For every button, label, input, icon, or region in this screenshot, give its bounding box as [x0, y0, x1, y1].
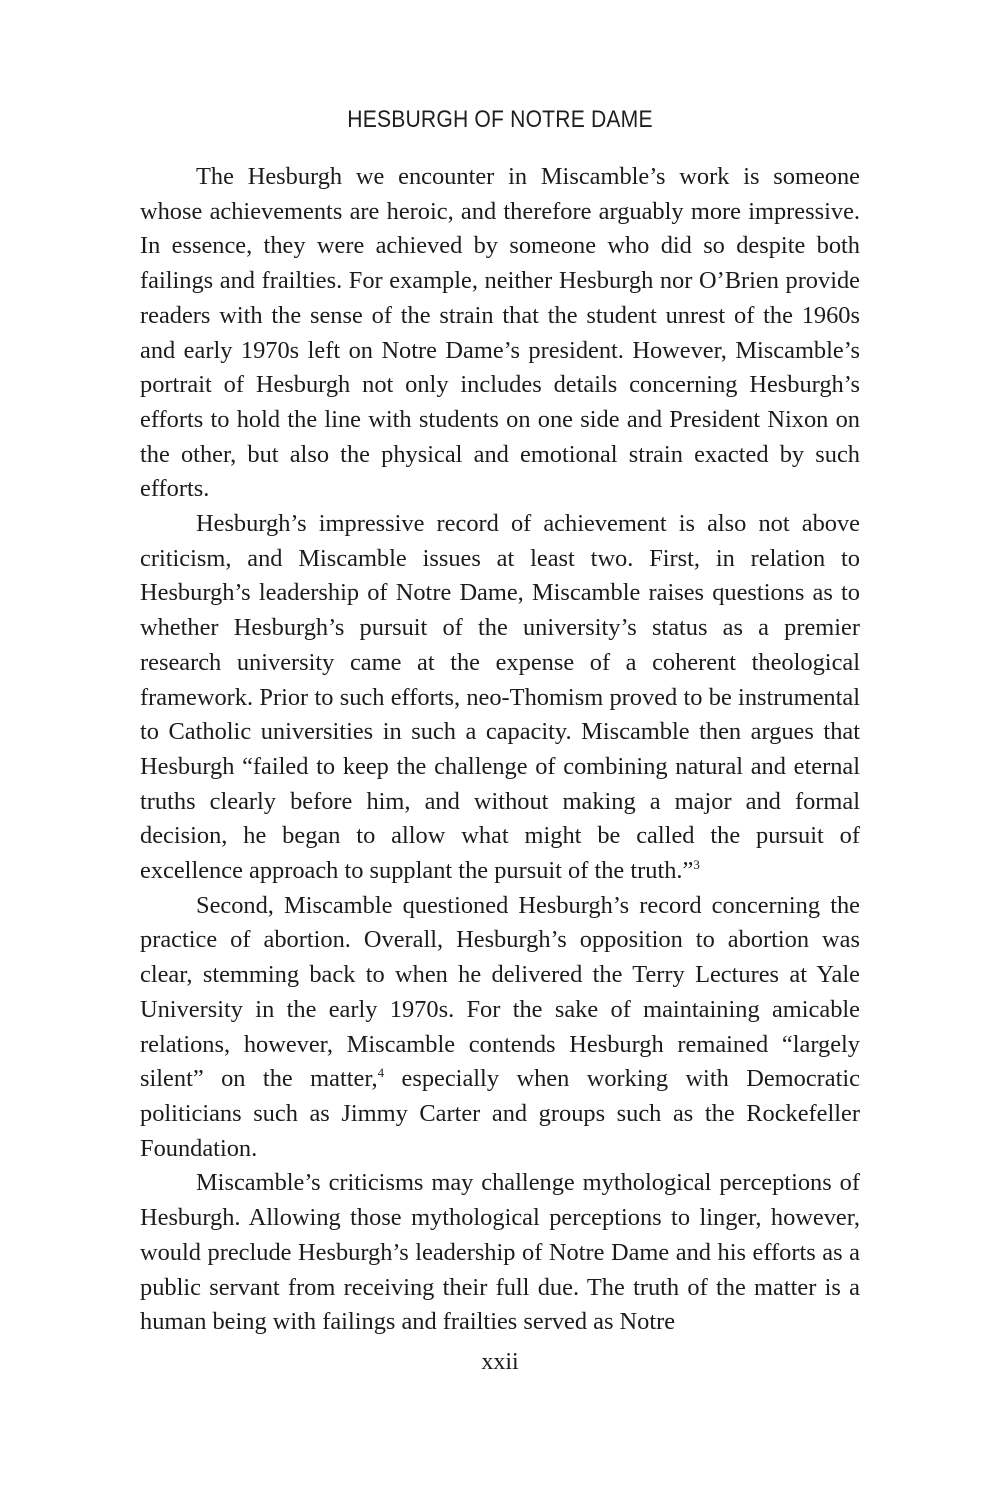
paragraph-text: Hesburgh’s impressive record of achievement is also not above criticism, and Miscamble issues at least two. First, in relation to Hesburgh’s leadership of Notre Dame, Miscamble raises questions as to whether Hesburgh’s pursuit of the university’s status as a premier research university came at the expense of a coherent theological framework. Prior to such efforts, neo-Thomism proved to be instrumental to Catholic universities in such a capacity. Miscamble then argues that Hesburgh “failed to keep the challenge of combining natural and eternal truths clearly before him, and without making a major and formal decision, he began to allow what might be called the pursuit of excellence approach to supplant the pursuit of the truth.” — [140, 510, 860, 885]
paragraph — [140, 160, 860, 507]
paragraph-text: especially when working with Democratic politicians such as Jimmy Carter and groups such as the Rockefeller Foundation. — [140, 1065, 860, 1162]
running-head: HESBURGH OF NOTRE DAME — [347, 106, 653, 133]
footnote-marker: 4 — [377, 1065, 385, 1081]
paragraph — [140, 1166, 860, 1340]
footnote-marker: 3 — [693, 856, 700, 872]
page-number: xxii — [481, 1349, 519, 1375]
paragraph — [140, 889, 860, 1167]
paragraph — [140, 507, 860, 889]
paragraph-text: The Hesburgh we encounter in Miscamble’s work is someone whose achievements are heroic, and therefore arguably more impressive. In essence, they were achieved by someone who did so despite both failings and frailties. For example, neither Hesburgh nor O’Brien provide readers with the sense of the strain that the student unrest of the 1960s and early 1970s left on Notre Dame’s president. However, Miscamble’s portrait of Hesburgh not only includes details concerning Hesburgh’s efforts to hold the line with students on one side and President Nixon on the other, but also the physical and emotional strain exacted by such efforts. — [140, 163, 860, 503]
paragraph-text: Second, Miscamble questioned Hesburgh’s record concerning the practice of abortion. Overall, Hesburgh’s opposition to abortion was clear, stemming back to when he delivered the Terry Lectures at Yale University in the early 1970s. For the sake of maintaining amicable relations, however, Miscamble contends Hesburgh remained “largely silent” on the matter, — [140, 891, 860, 1093]
paragraph-text: Miscamble’s criticisms may challenge mythological perceptions of Hesburgh. Allowing those mythological perceptions to linger, however, would preclude Hesburgh’s leadership of Notre Dame and his efforts as a public servant from receiving their full due. The truth of the matter is a human being with failings and frailties served as Notre — [140, 1169, 860, 1336]
body-text — [140, 160, 860, 1340]
